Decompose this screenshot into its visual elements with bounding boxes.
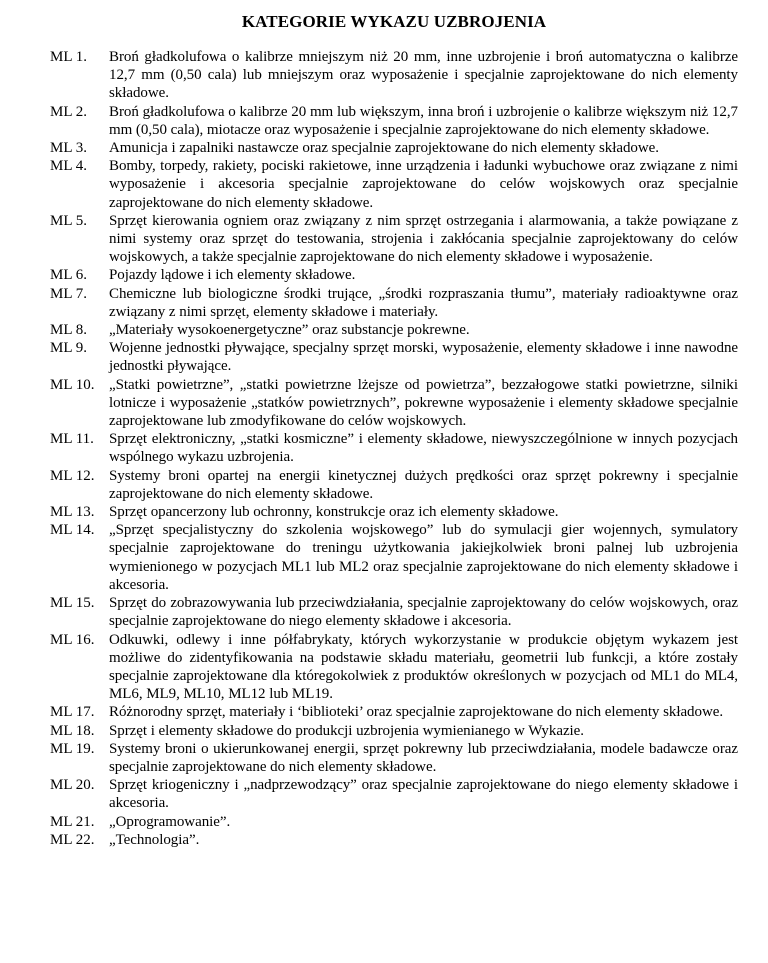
list-item xyxy=(50,212,738,267)
item-code: ML 12. xyxy=(50,467,95,484)
item-code: ML 4. xyxy=(50,158,87,175)
list-item xyxy=(50,703,738,721)
list-item xyxy=(50,430,738,466)
item-description: Amunicja i zapalniki nastawcze oraz specjalnie zaprojektowane do nich elementy składowe. xyxy=(109,140,659,157)
document-title: KATEGORIE WYKAZU UZBROJENIA xyxy=(241,12,547,31)
item-code: ML 20. xyxy=(50,777,95,794)
item-description: Broń gładkolufowa o kalibrze mniejszym niż 20 mm, inne uzbrojenie i broń automatyczna o kalibrze 12,7 mm (0,50 cala) lub mniejszym oraz wyposażenie i specjalnie zaprojektowane do nich elementy składowe. xyxy=(109,49,738,102)
item-description: Systemy broni opartej na energii kinetycznej dużych prędkości oraz sprzęt pokrewny i specjalnie zaprojektowane do nich elementy składowe. xyxy=(109,467,738,502)
list-item xyxy=(50,48,738,103)
list-item xyxy=(50,521,738,594)
item-code: ML 7. xyxy=(50,285,87,302)
item-code: ML 22. xyxy=(50,831,95,848)
list-item xyxy=(50,631,738,704)
item-description: Wojenne jednostki pływające, specjalny sprzęt morski, wyposażenie, elementy składowe i inne nawodne jednostki pływające. xyxy=(109,340,738,375)
list-item xyxy=(50,321,738,339)
list-item xyxy=(50,594,738,630)
item-code: ML 13. xyxy=(50,504,95,521)
list-item xyxy=(50,157,738,212)
list-item xyxy=(50,776,738,812)
item-code: ML 10. xyxy=(50,376,95,393)
list-item xyxy=(50,740,738,776)
list-item xyxy=(50,503,738,521)
item-description: Sprzęt do zobrazowywania lub przeciwdziałania, specjalnie zaprojektowany do celów wojskowych, oraz specjalnie zaprojektowane do niego elementy składowe i akcesoria. xyxy=(109,595,738,630)
item-code: ML 11. xyxy=(50,431,94,448)
item-description: „Statki powietrzne”, „statki powietrzne lżejsze od powietrza”, bezzałogowe statki powietrzne, silniki lotnicze i wyposażenie „statków powietrznych”, pokrewne wyposażenie i elementy składowe specjalnie zaprojektowane lub zmodyfikowane do celów wojskowych. xyxy=(109,376,738,430)
list-item xyxy=(50,376,738,431)
list-item xyxy=(50,831,738,849)
item-description: Sprzęt i elementy składowe do produkcji uzbrojenia wymienianego w Wykazie. xyxy=(109,722,584,739)
item-code: ML 5. xyxy=(50,212,87,229)
list-item xyxy=(50,813,738,831)
item-description: Systemy broni o ukierunkowanej energii, sprzęt pokrewny lub przeciwdziałania, modele badawcze oraz specjalnie zaprojektowane do nich elementy składowe. xyxy=(109,740,738,775)
item-description: Chemiczne lub biologiczne środki trujące, „środki rozpraszania tłumu”, materiały radioaktywne oraz związany z nimi sprzęt, elementy składowe i materiały. xyxy=(109,285,738,320)
item-code: ML 8. xyxy=(50,322,87,339)
item-description: „Oprogramowanie”. xyxy=(109,813,231,830)
list-item xyxy=(50,139,738,157)
item-code: ML 18. xyxy=(50,722,95,739)
list-item xyxy=(50,266,738,284)
item-description: Sprzęt opancerzony lub ochronny, konstrukcje oraz ich elementy składowe. xyxy=(109,504,559,521)
item-code: ML 1. xyxy=(50,49,87,65)
item-description: „Sprzęt specjalistyczny do szkolenia wojskowego” lub do symulacji gier wojennych, symulatory specjalnie zaprojektowane do treningu użytkowania jakiejkolwiek broni palnej lub uzbrojenia wymienionego w pozycjach ML1 lub ML2 oraz specjalnie zaprojektowane do nich elementy składowe i akcesoria. xyxy=(109,522,738,593)
item-description: „Technologia”. xyxy=(109,831,200,848)
item-description: Sprzęt kierowania ogniem oraz związany z nim sprzęt ostrzegania i alarmowania, a także powiązane z nimi systemy oraz sprzęt do testowania, strojenia i zakłócania specjalnie zaprojektowany do celów wojskowych, a także specjalnie zaprojektowane do nich elementy składowe i wyposażenie. xyxy=(109,212,738,266)
item-description: Pojazdy lądowe i ich elementy składowe. xyxy=(109,267,356,284)
item-code: ML 3. xyxy=(50,140,87,157)
item-code: ML 17. xyxy=(50,704,95,721)
item-description: Różnorodny sprzęt, materiały i ‘biblioteki’ oraz specjalnie zaprojektowane do nich elementy składowe. xyxy=(109,704,724,721)
item-code: ML 21. xyxy=(50,813,95,830)
item-description: Broń gładkolufowa o kalibrze 20 mm lub większym, inna broń i uzbrojenie o kalibrze większym niż 12,7 mm (0,50 cala), miotacze oraz wyposażenie i specjalnie zaprojektowane do nich elementy składowe. xyxy=(109,103,738,138)
item-code: ML 16. xyxy=(50,631,95,648)
item-code: ML 9. xyxy=(50,340,87,357)
item-description: Sprzęt kriogeniczny i „nadprzewodzący” oraz specjalnie zaprojektowane do niego elementy składowe i akcesoria. xyxy=(109,777,738,812)
item-description: Odkuwki, odlewy i inne półfabrykaty, których wykorzystanie w produkcie objętym wykazem jest możliwe do zidentyfikowania na podstawie składu materiału, geometrii lub funkcji, a które zostały specjalnie zaprojektowane dla któregokolwiek z produktów określonych w pozycjach od ML1 do ML4, ML6, ML9, ML10, ML12 lub ML19. xyxy=(109,631,738,703)
item-code: ML 15. xyxy=(50,595,95,612)
item-code: ML 14. xyxy=(50,522,95,539)
item-description: Sprzęt elektroniczny, „statki kosmiczne” i elementy składowe, niewyszczególnione w innych pozycjach wspólnego wykazu uzbrojenia. xyxy=(109,431,738,466)
category-list xyxy=(50,48,738,849)
item-code: ML 2. xyxy=(50,103,87,120)
list-item xyxy=(50,722,738,740)
list-item xyxy=(50,103,738,139)
list-item xyxy=(50,467,738,503)
list-item xyxy=(50,285,738,321)
item-code: ML 19. xyxy=(50,740,95,757)
item-description: „Materiały wysokoenergetyczne” oraz substancje pokrewne. xyxy=(109,322,470,339)
item-code: ML 6. xyxy=(50,267,87,284)
item-description: Bomby, torpedy, rakiety, pociski rakietowe, inne urządzenia i ładunki wybuchowe oraz związane z nimi wyposażenie i akcesoria specjalnie zaprojektowane do celów wojskowych oraz specjalnie zaprojektowane do nich elementy składowe. xyxy=(109,158,738,211)
list-item xyxy=(50,339,738,375)
